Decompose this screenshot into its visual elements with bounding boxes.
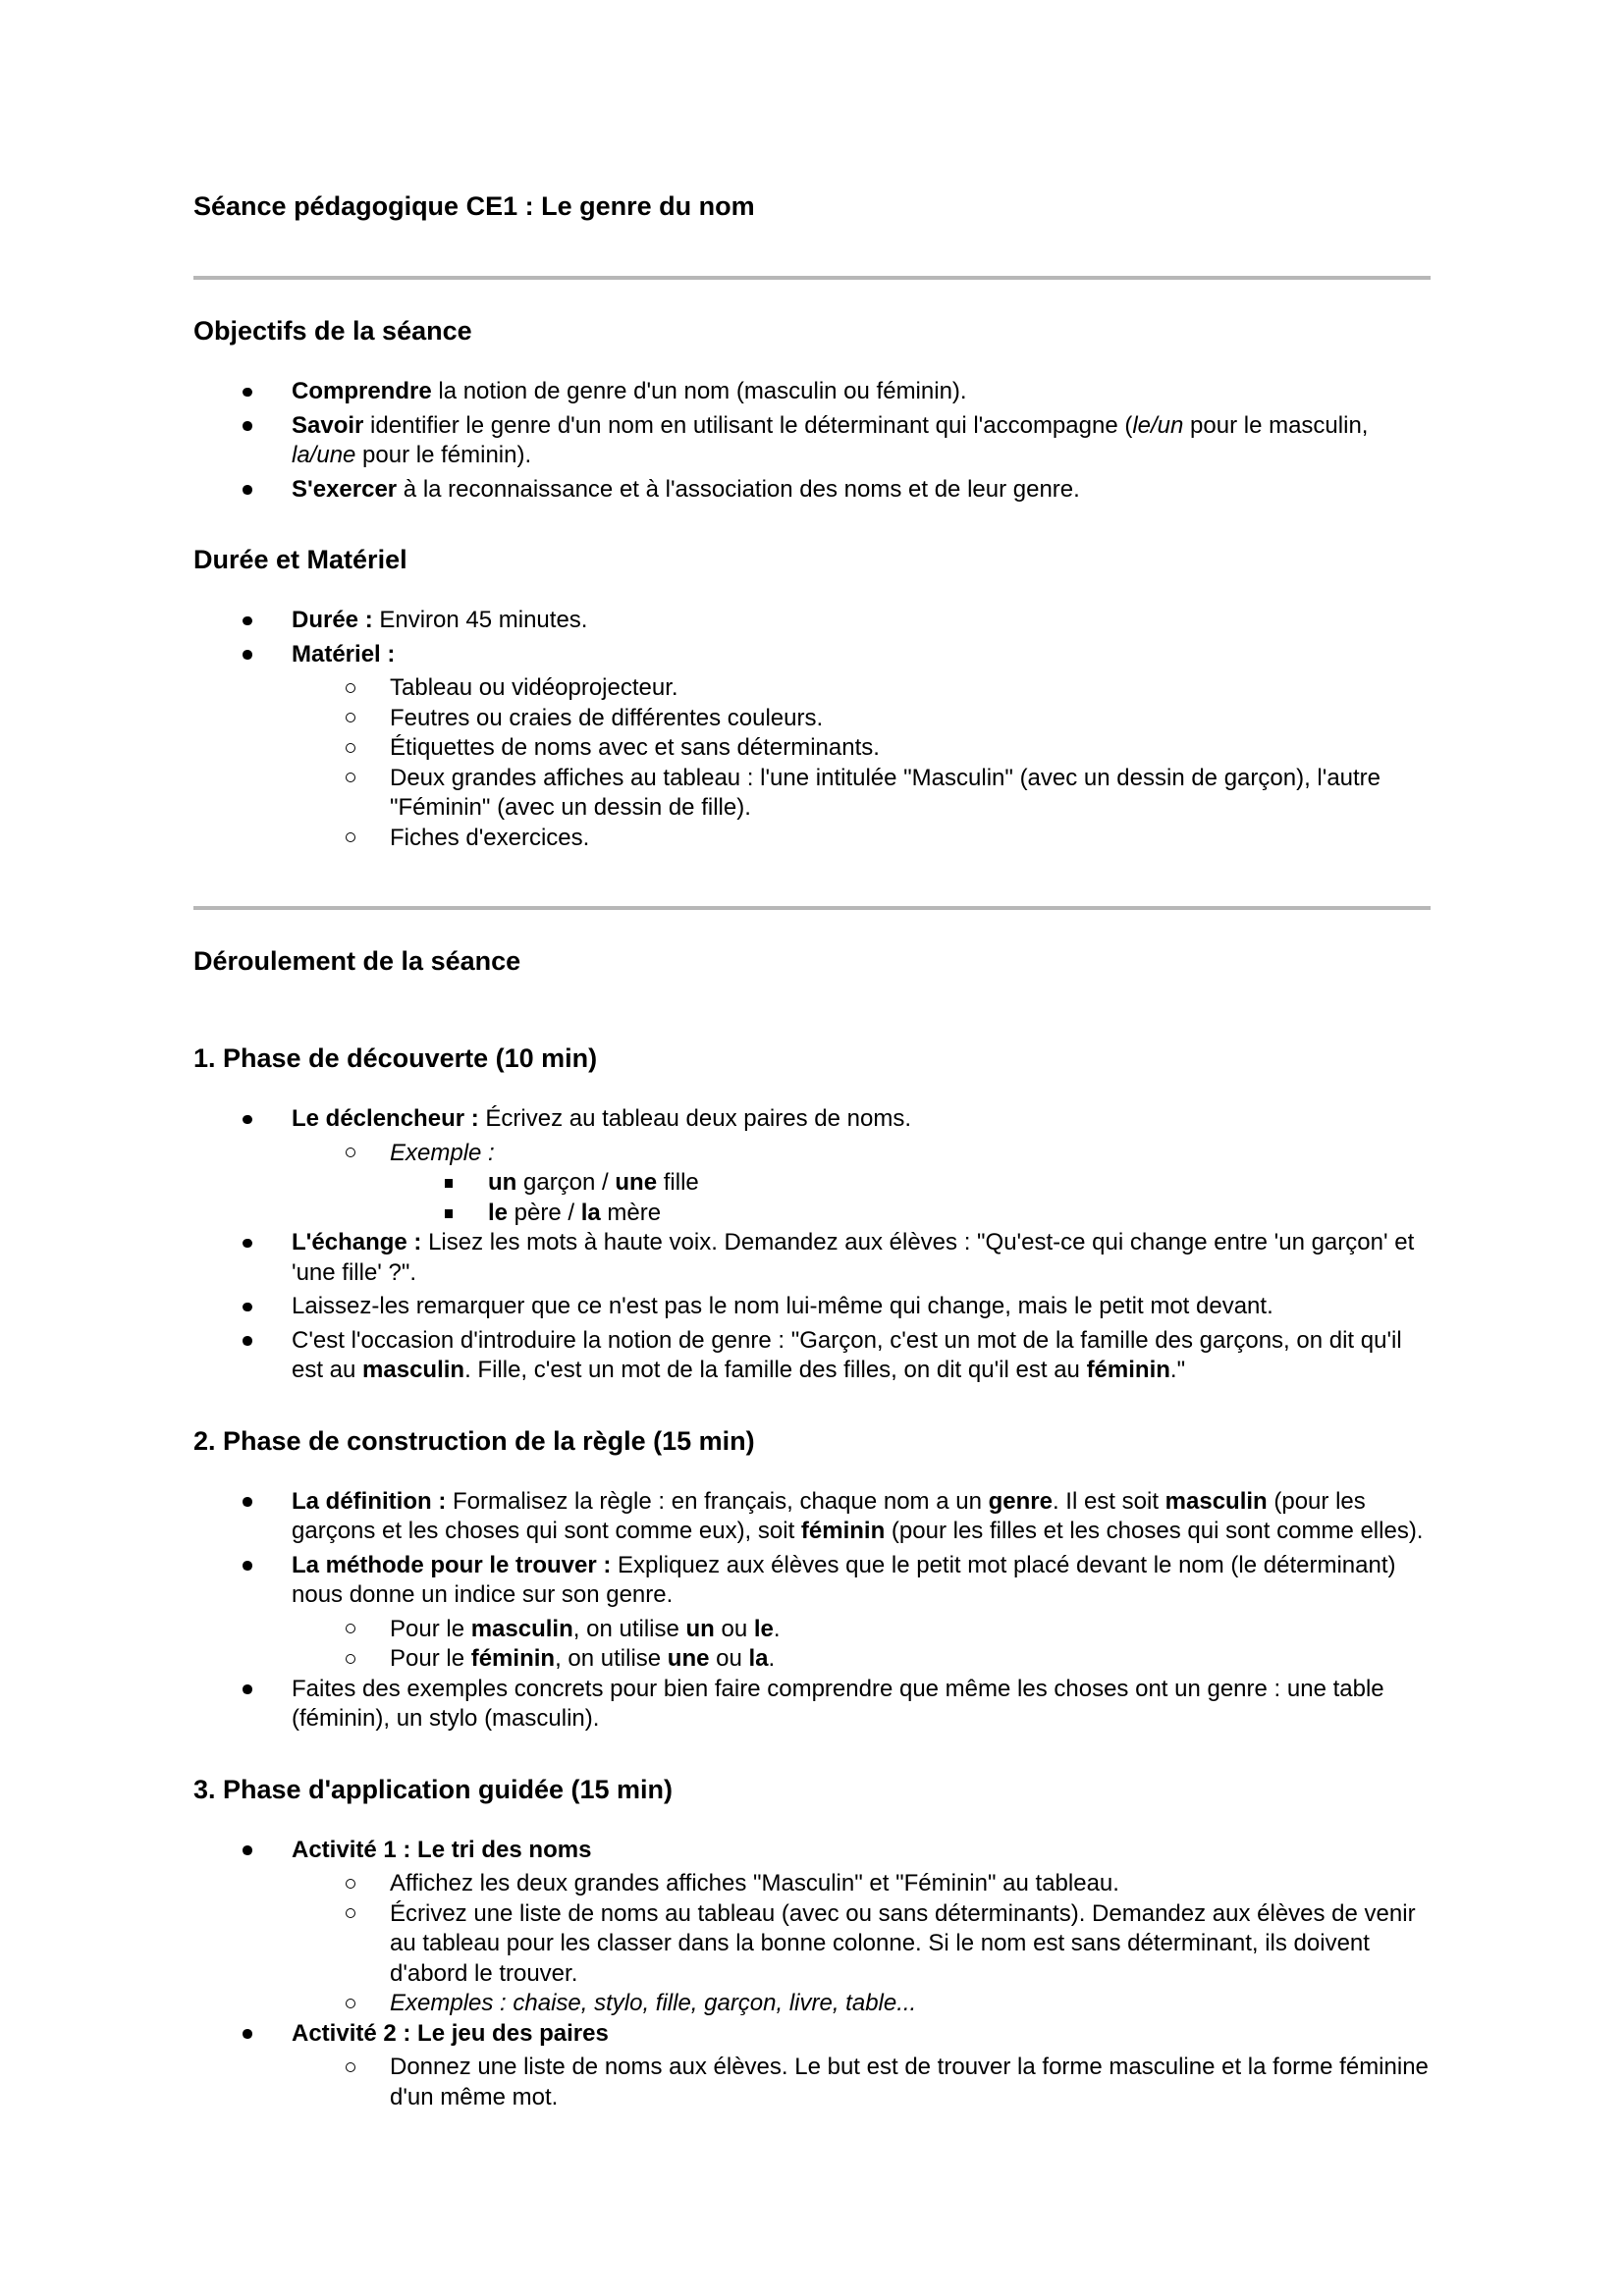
list-item <box>193 1675 1431 1735</box>
list-item <box>193 2019 1431 2050</box>
text-run: le <box>488 1199 509 1226</box>
list-item <box>193 1899 1431 1990</box>
list-item-text <box>488 1200 661 1226</box>
text-run: Fiches d'exercices. <box>390 824 590 851</box>
disc-bullet-icon <box>243 2029 252 2039</box>
text-run: Expliquez aux élèves que le petit mot placé devant le nom (le déterminant) nous donne un indice sur son genre. <box>292 1551 1396 1608</box>
text-run: La méthode pour le trouver : <box>292 1551 612 1578</box>
horizontal-rule <box>193 906 1431 910</box>
text-run: féminin <box>470 1645 556 1672</box>
list-item-text <box>292 1676 1384 1733</box>
list-item <box>193 640 1431 670</box>
text-run: Deux grandes affiches au tableau : l'une intitulée "Masculin" (avec un dessin de garçon), l'autre "Féminin" (avec un dessin de fille). <box>390 764 1381 821</box>
text-run: Pour le <box>390 1615 471 1642</box>
text-run: pour le féminin). <box>355 442 532 468</box>
list-item-text <box>292 1488 1423 1545</box>
text-run: Affichez les deux grandes affiches "Masculin" et "Féminin" au tableau. <box>390 1870 1119 1896</box>
text-run: identifier le genre d'un nom en utilisant le déterminant qui l'accompagne ( <box>363 411 1133 439</box>
text-run: masculin <box>470 1615 573 1642</box>
text-run: féminin <box>1086 1357 1170 1383</box>
list-item-text <box>292 1327 1402 1384</box>
text-run: Étiquettes de noms avec et sans déterminants. <box>390 734 880 761</box>
text-run: Objectifs de la séance <box>193 316 472 346</box>
text-run: (pour les garçons et les choses qui sont comme eux), soit <box>292 1487 1366 1544</box>
list-item-text <box>390 734 880 761</box>
circle-bullet-icon <box>346 1654 355 1664</box>
list-item <box>193 1326 1431 1386</box>
text-run: Activité 1 : Le tri des noms <box>292 1836 592 1863</box>
list-item-text <box>292 378 967 404</box>
text-run: Formalisez la règle : en français, chaque nom a un <box>446 1487 989 1515</box>
list-item <box>193 704 1431 734</box>
text-run: ou <box>709 1645 749 1672</box>
text-run: la notion de genre d'un nom (masculin ou féminin). <box>431 378 967 404</box>
list-item-text <box>390 825 589 851</box>
list-item-text <box>292 1837 591 1863</box>
text-run: Savoir <box>292 411 364 439</box>
text-run: fille <box>657 1169 699 1196</box>
text-run: 2. Phase de construction de la règle (15 min) <box>193 1425 755 1456</box>
text-run: à la reconnaissance et à l'association des noms et de leur genre. <box>397 475 1080 503</box>
section-heading <box>193 315 1431 347</box>
text-run: la <box>580 1199 601 1226</box>
text-run: Donnez une liste de noms aux élèves. Le but est de trouver la forme masculine et la forme féminine d'un même mot. <box>390 2054 1429 2110</box>
text-run: genre <box>988 1487 1053 1515</box>
list-item-text <box>292 1105 911 1132</box>
section-heading <box>193 1425 1431 1458</box>
text-run: Séance pédagogique CE1 : Le genre du nom <box>193 191 755 221</box>
text-run: Lisez les mots à haute voix. Demandez aux élèves : "Qu'est-ce qui change entre 'un garçon' et 'une fille' ?". <box>292 1229 1415 1286</box>
horizontal-rule <box>193 276 1431 280</box>
document-body <box>193 189 1431 2112</box>
text-run: père / <box>508 1199 581 1226</box>
text-run: 1. Phase de découverte (10 min) <box>193 1043 598 1073</box>
list-item-text <box>292 1293 1273 1319</box>
disc-bullet-icon <box>243 421 252 431</box>
text-run: ou <box>714 1615 754 1642</box>
list-item <box>193 2053 1431 2112</box>
text-run: féminin <box>800 1518 886 1544</box>
section-heading <box>193 544 1431 576</box>
list-item-text <box>390 1616 781 1642</box>
text-run: ." <box>1169 1357 1186 1383</box>
list-item-text <box>390 1140 495 1166</box>
text-run: La définition : <box>292 1487 447 1515</box>
text-run: Environ 45 minutes. <box>372 607 588 633</box>
text-run: Le déclencheur : <box>292 1105 479 1132</box>
text-run: mère <box>600 1199 662 1226</box>
text-run: une <box>615 1169 658 1196</box>
list-item-text <box>292 476 1080 503</box>
list-item <box>193 824 1431 854</box>
circle-bullet-icon <box>346 773 355 782</box>
text-run: , on utilise <box>572 1615 686 1642</box>
text-run: C'est l'occasion d'introduire la notion de genre : "Garçon, c'est un mot de la famille des garçons, on dit qu'il est au <box>292 1326 1402 1383</box>
text-run: Exemples : chaise, stylo, fille, garçon, livre, table... <box>390 1990 917 2016</box>
circle-bullet-icon <box>346 1908 355 1918</box>
square-bullet-icon <box>445 1209 453 1218</box>
text-run: Comprendre <box>292 378 432 404</box>
list-item-text <box>390 1900 1416 1987</box>
list-item-text <box>292 412 1368 469</box>
text-run: Faites des exemples concrets pour bien faire comprendre que même les choses ont un genre : une table (féminin), un stylo (masculin). <box>292 1675 1384 1732</box>
list-item <box>193 377 1431 407</box>
list-item-text <box>292 1552 1396 1609</box>
text-run: Activité 2 : Le jeu des paires <box>292 2019 609 2047</box>
text-run: garçon / <box>516 1169 616 1196</box>
list-item-text <box>292 1229 1414 1286</box>
text-run: Écrivez une liste de noms au tableau (avec ou sans déterminants). Demandez aux élèves de venir au tableau pour les classer dans la bonne colonne. Si le nom est sans déterminant, ils doivent d'abord le trouver. <box>390 1899 1416 1987</box>
section-heading <box>193 945 1431 978</box>
text-run: le/un <box>1132 411 1184 439</box>
list-item-text <box>390 1645 775 1672</box>
section-heading <box>193 1042 1431 1075</box>
disc-bullet-icon <box>243 616 252 626</box>
list-item-text <box>292 2020 609 2047</box>
text-run: la <box>748 1645 769 1672</box>
text-run: le <box>753 1615 774 1642</box>
text-run: L'échange : <box>292 1229 422 1255</box>
text-run: un <box>488 1169 517 1196</box>
disc-bullet-icon <box>243 388 252 398</box>
disc-bullet-icon <box>243 1497 252 1507</box>
circle-bullet-icon <box>346 832 355 842</box>
disc-bullet-icon <box>243 1303 252 1312</box>
list-item <box>193 673 1431 704</box>
text-run: masculin <box>1164 1487 1268 1515</box>
circle-bullet-icon <box>346 1999 355 2008</box>
text-run: . Fille, c'est un mot de la famille des filles, on dit qu'il est au <box>464 1357 1087 1383</box>
list-item <box>193 475 1431 506</box>
list-item <box>193 606 1431 636</box>
text-run: Pour le <box>390 1645 471 1672</box>
list-item <box>193 1199 1431 1229</box>
list-item <box>193 411 1431 471</box>
disc-bullet-icon <box>243 1336 252 1346</box>
text-run: . <box>773 1615 781 1642</box>
list-item <box>193 1139 1431 1169</box>
text-run: une <box>667 1645 710 1672</box>
disc-bullet-icon <box>243 1115 252 1125</box>
list-item <box>193 1228 1431 1288</box>
text-run: . Il est soit <box>1052 1487 1165 1515</box>
list-item <box>193 1104 1431 1135</box>
disc-bullet-icon <box>243 1684 252 1694</box>
list-item-text <box>390 1870 1119 1896</box>
disc-bullet-icon <box>243 485 252 495</box>
list-item <box>193 1836 1431 1866</box>
disc-bullet-icon <box>243 1845 252 1855</box>
text-run: masculin <box>362 1357 465 1383</box>
list-item <box>193 1551 1431 1611</box>
square-bullet-icon <box>445 1179 453 1188</box>
text-run: (pour les filles et les choses qui sont comme elles). <box>885 1518 1424 1544</box>
text-run: Durée et Matériel <box>193 545 407 574</box>
list-item-text <box>292 641 395 667</box>
document-title <box>193 189 1431 223</box>
disc-bullet-icon <box>243 1239 252 1249</box>
circle-bullet-icon <box>346 713 355 722</box>
list-item-text <box>292 607 587 633</box>
text-run: Tableau ou vidéoprojecteur. <box>390 674 678 701</box>
list-item <box>193 1615 1431 1645</box>
list-item-text <box>390 705 823 731</box>
text-run: , on utilise <box>555 1645 668 1672</box>
circle-bullet-icon <box>346 2062 355 2072</box>
disc-bullet-icon <box>243 1561 252 1571</box>
list-item-text <box>390 1990 916 2016</box>
circle-bullet-icon <box>346 743 355 753</box>
text-run: Matériel : <box>292 640 396 667</box>
circle-bullet-icon <box>346 1624 355 1633</box>
list-item <box>193 764 1431 824</box>
circle-bullet-icon <box>346 1879 355 1889</box>
list-item-text <box>488 1169 699 1196</box>
text-run: S'exercer <box>292 475 398 503</box>
text-run: pour le masculin, <box>1183 411 1369 439</box>
disc-bullet-icon <box>243 650 252 660</box>
text-run: . <box>768 1645 776 1672</box>
list-item <box>193 1292 1431 1322</box>
section-heading <box>193 1774 1431 1806</box>
text-run: Durée : <box>292 607 373 633</box>
list-item <box>193 1487 1431 1547</box>
text-run: Déroulement de la séance <box>193 946 521 976</box>
text-run: 3. Phase d'application guidée (15 min) <box>193 1774 674 1804</box>
text-run: Écrivez au tableau deux paires de noms. <box>478 1105 911 1132</box>
list-item <box>193 1168 1431 1199</box>
list-item-text <box>390 674 678 701</box>
text-run: Feutres ou craies de différentes couleurs. <box>390 704 824 731</box>
circle-bullet-icon <box>346 683 355 693</box>
list-item <box>193 733 1431 764</box>
list-item-text <box>390 2054 1429 2110</box>
text-run: un <box>685 1615 715 1642</box>
text-run: Exemple : <box>390 1139 495 1166</box>
text-run: Laissez-les remarquer que ce n'est pas le nom lui-même qui change, mais le petit mot devant. <box>292 1293 1273 1319</box>
list-item <box>193 1989 1431 2019</box>
text-run: la/une <box>292 442 356 468</box>
list-item <box>193 1644 1431 1675</box>
list-item <box>193 1869 1431 1899</box>
list-item-text <box>390 765 1380 822</box>
circle-bullet-icon <box>346 1148 355 1157</box>
